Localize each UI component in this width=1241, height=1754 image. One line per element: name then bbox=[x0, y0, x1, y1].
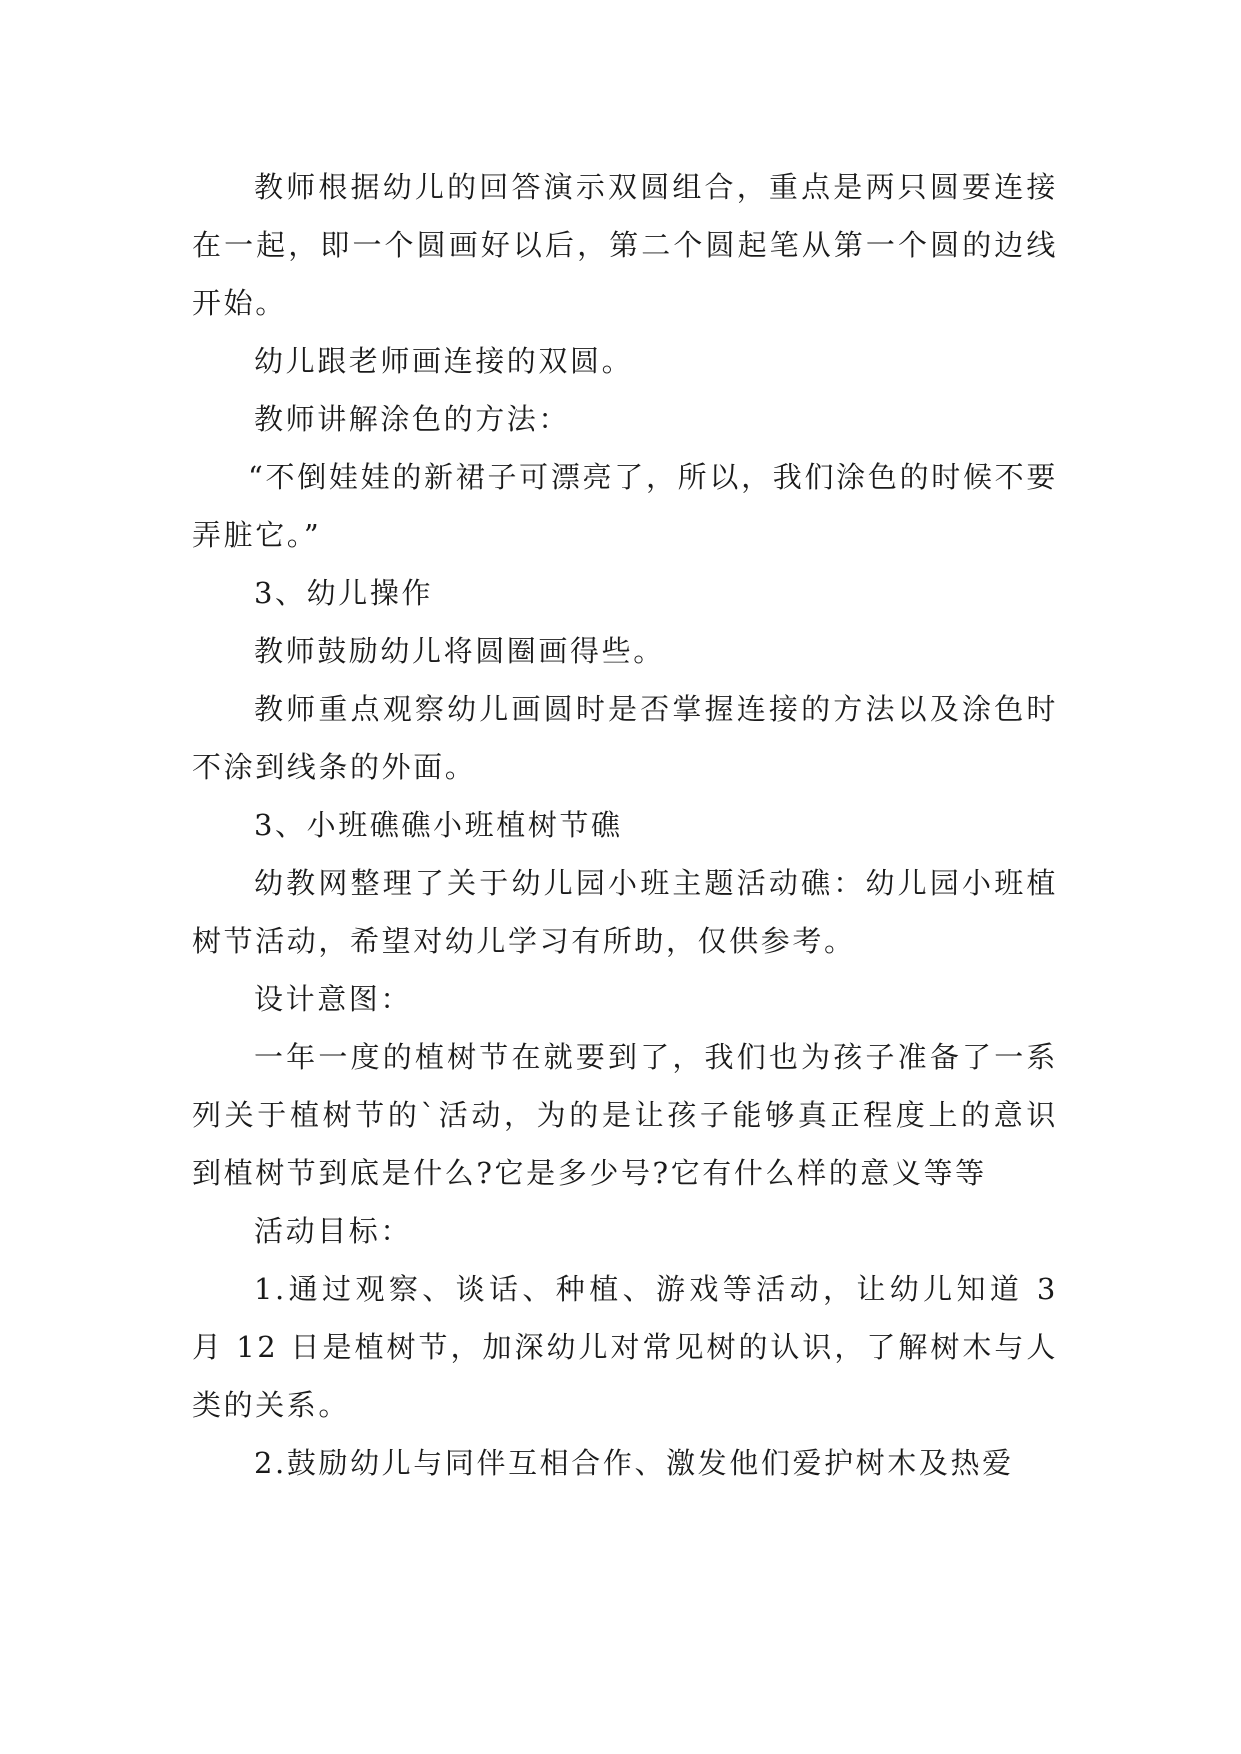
document-body bbox=[192, 158, 1058, 1492]
paragraph-section-heading: 3、小班礁礁小班植树节礁 bbox=[254, 808, 623, 842]
paragraph-demo-double-circle: 教师根据幼儿的回答演示双圆组合，重点是两只圆要连接在一起，即一个圆画好以后，第二个圆起笔从第一个圆的边线开始。 bbox=[192, 170, 1058, 320]
paragraph-design-intent-label: 设计意图： bbox=[254, 982, 413, 1016]
paragraph-goal-2: 2.鼓励幼儿与同伴互相合作、激发他们爱护树木及热爱 bbox=[254, 1446, 1014, 1480]
paragraph-encourage: 教师鼓励幼儿将圆圈画得些。 bbox=[254, 634, 665, 668]
paragraph-quote: “不倒娃娃的新裙子可漂亮了，所以，我们涂色的时候不要弄脏它。” bbox=[192, 460, 1058, 552]
paragraph-design-intent: 一年一度的植树节在就要到了，我们也为孩子准备了一系列关于植树节的`活动，为的是让孩子能够真正程度上的意识到植树节到底是什么?它是多少号?它有什么样的意义等等 bbox=[192, 1040, 1058, 1190]
paragraph-section-operation: 3、幼儿操作 bbox=[254, 576, 434, 610]
paragraph-coloring-method: 教师讲解涂色的方法： bbox=[254, 402, 571, 436]
paragraph-observe: 教师重点观察幼儿画圆时是否掌握连接的方法以及涂色时不涂到线条的外面。 bbox=[192, 692, 1058, 784]
paragraph-goals-label: 活动目标： bbox=[254, 1214, 413, 1248]
paragraph-goal-1: 1.通过观察、谈话、种植、游戏等活动，让幼儿知道 3 月 12 日是植树节，加深幼儿对常见树的认识，了解树木与人类的关系。 bbox=[192, 1272, 1058, 1422]
paragraph-children-draw: 幼儿跟老师画连接的双圆。 bbox=[254, 344, 634, 378]
paragraph-intro: 幼教网整理了关于幼儿园小班主题活动礁：幼儿园小班植树节活动，希望对幼儿学习有所助，仅供参考。 bbox=[192, 866, 1058, 958]
